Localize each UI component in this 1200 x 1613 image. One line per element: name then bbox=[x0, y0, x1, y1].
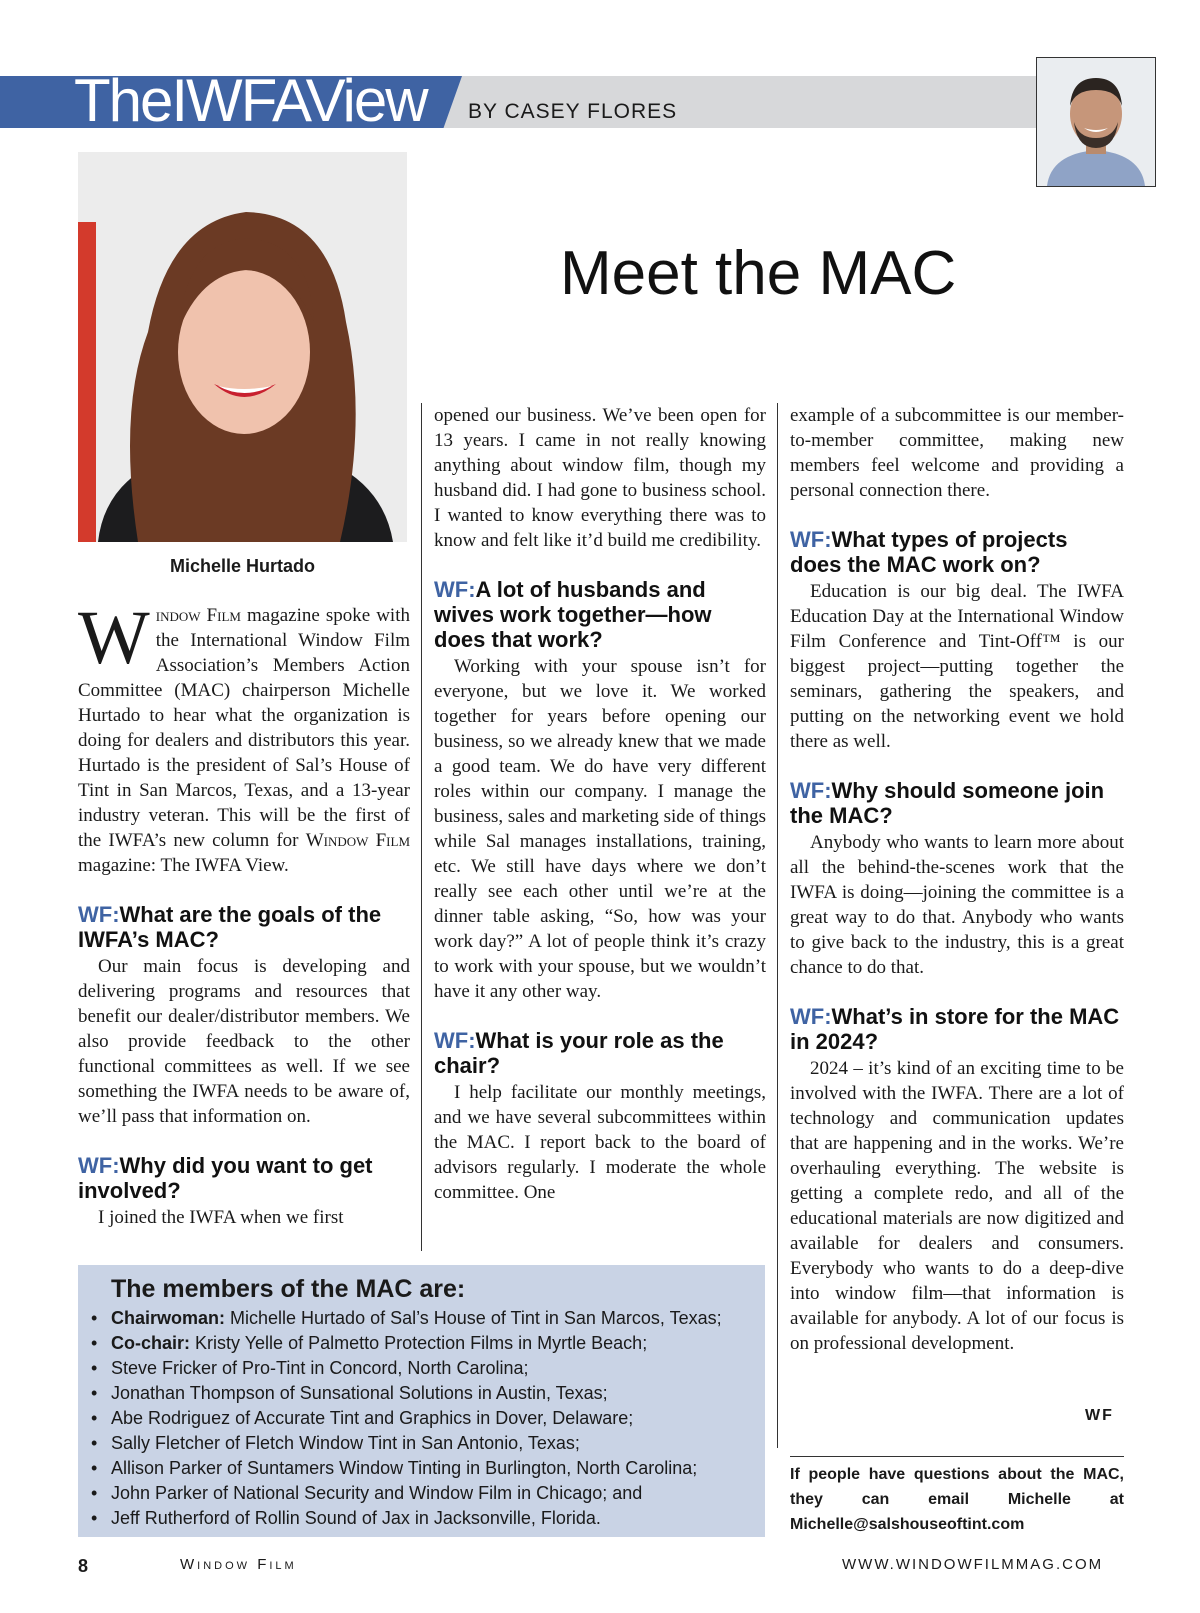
list-item: • Jeff Rutherford of Rollin Sound of Jax in Jacksonville, Florida. bbox=[86, 1506, 766, 1531]
question-heading: WF:What are the goals of the IWFA’s MAC? bbox=[78, 902, 382, 952]
question-heading: WF:What types of projects does the MAC work on? bbox=[790, 527, 1068, 577]
answer-paragraph: 2024 – it’s kind of an exciting time to be involved with the IWFA. There are a lot of technology and communication updates that are happening and in the works. We’re overhauling everything. The website is getting a complete redo, and all of the educational materials are now digitized and available for dealers and consumers. Everybody who wants to do a deep-dive into window film—that information is available for anybody. A lot of our focus is on professional development. bbox=[790, 1058, 1124, 1354]
intro-paragraph: Window Film magazine spoke with the International Window Film Association’s Members Action Committee (MAC) chairperson Michelle Hurtado to hear what the organization is doing for dealers and distributors this year. Hurtado is the president of Sal’s House of Tint in San Marcos, Texas, and a 13-year industry veteran. This will be the first of the IWFA’s new column for Window Film magazine: The IWFA View. bbox=[78, 596, 411, 876]
answer-paragraph: I joined the IWFA when we first bbox=[98, 1207, 344, 1228]
publication-name: Window Film bbox=[180, 1556, 297, 1573]
list-item: • Chairwoman: Michelle Hurtado of Sal’s House of Tint in San Marcos, Texas; bbox=[86, 1306, 766, 1331]
author-portrait-icon bbox=[1037, 58, 1155, 186]
photo-caption: Michelle Hurtado bbox=[169, 556, 316, 576]
list-item: • Steve Fricker of Pro-Tint in Concord, North Carolina; bbox=[86, 1356, 766, 1381]
website-url: WWW.WINDOWFILMMAG.COM bbox=[842, 1556, 1104, 1573]
page-number: 8 bbox=[78, 1556, 89, 1576]
byline: BY CASEY FLORES bbox=[468, 100, 678, 123]
hero-photo bbox=[78, 152, 407, 542]
contact-divider bbox=[790, 1456, 1124, 1457]
column-divider bbox=[777, 403, 778, 1448]
portrait-icon bbox=[78, 152, 407, 542]
author-photo bbox=[1036, 57, 1156, 187]
answer-paragraph: opened our business. We’ve been open for 13 years. I came in not really knowing anything about window film, though my husband did. I had gone to business school. I wanted to know everything there was to know and felt like it’d build me credibility. bbox=[434, 405, 766, 551]
article-column-2 bbox=[434, 403, 766, 1205]
answer-paragraph: I help facilitate our monthly meetings, and we have several subcommittees within the MAC. I report back to the board of advisors regularly. I moderate the whole committee. One bbox=[434, 1082, 766, 1203]
article-column-1 bbox=[78, 596, 411, 1230]
contact-note: If people have questions about the MAC, they can email Michelle at Michelle@salshouseoftint.com bbox=[790, 1466, 1124, 1533]
question-heading: WF:A lot of husbands and wives work together—how does that work? bbox=[434, 577, 712, 652]
list-item: • Allison Parker of Suntamers Window Tinting in Burlington, North Carolina; bbox=[86, 1456, 766, 1481]
answer-paragraph: Working with your spouse isn’t for everyone, but we love it. We worked together for years before opening our business, so we already knew that we made a good team. We do have very different roles within our company. I manage the business, sales and marketing side of things while Sal manages installations, training, etc. We still have days where we don’t really see each other until we’re at the dinner table asking, “So, how was your work day?” A lot of people think it’s crazy to work with your spouse, but we wouldn’t have it any other way. bbox=[434, 656, 766, 1002]
question-heading: WF:What is your role as the chair? bbox=[434, 1028, 724, 1078]
column-divider bbox=[421, 403, 422, 1251]
list-item: • Sally Fletcher of Fletch Window Tint in San Antonio, Texas; bbox=[86, 1431, 766, 1456]
article-column-3 bbox=[790, 403, 1124, 1356]
end-mark: WF bbox=[1085, 1407, 1114, 1424]
list-item: • Co-chair: Kristy Yelle of Palmetto Protection Films in Myrtle Beach; bbox=[86, 1331, 766, 1356]
article-title: Meet the MAC bbox=[560, 239, 957, 308]
question-heading: WF:What’s in store for the MAC in 2024? bbox=[790, 1004, 1120, 1054]
answer-paragraph: Education is our big deal. The IWFA Education Day at the International Window Film Conference and Tint-Off™ is our biggest project—putting together the seminars, gathering the speakers, and putting on the networking event we hold there as well. bbox=[790, 581, 1124, 752]
question-heading: WF:Why did you want to get involved? bbox=[78, 1153, 373, 1203]
question-heading: WF:Why should someone join the MAC? bbox=[790, 778, 1105, 828]
answer-paragraph: Anybody who wants to learn more about all the behind-the-scenes work that the IWFA is doing—joining the committee is a great way to do that. Anybody who wants to give back to the industry, this is a great chance to do that. bbox=[790, 832, 1124, 978]
drop-cap: W bbox=[78, 596, 150, 680]
list-item: • Abe Rodriguez of Accurate Tint and Graphics in Dover, Delaware; bbox=[86, 1406, 766, 1431]
members-list bbox=[86, 1306, 766, 1531]
members-title: The members of the MAC are: bbox=[111, 1275, 466, 1303]
list-item: • John Parker of National Security and Window Film in Chicago; and bbox=[86, 1481, 766, 1506]
list-item: • Jonathan Thompson of Sunsational Solutions in Austin, Texas; bbox=[86, 1381, 766, 1406]
answer-paragraph: Our main focus is developing and delivering programs and resources that benefit our dealer/distributor members. We also provide feedback to the other functional committees as well. If we see something the IWFA needs to be aware of, we’ll pass that information on. bbox=[78, 956, 410, 1127]
answer-paragraph: example of a subcommittee is our member-to-member committee, making new members feel welcome and providing a personal connection there. bbox=[790, 405, 1124, 501]
column-title: TheIWFAView bbox=[74, 67, 427, 134]
